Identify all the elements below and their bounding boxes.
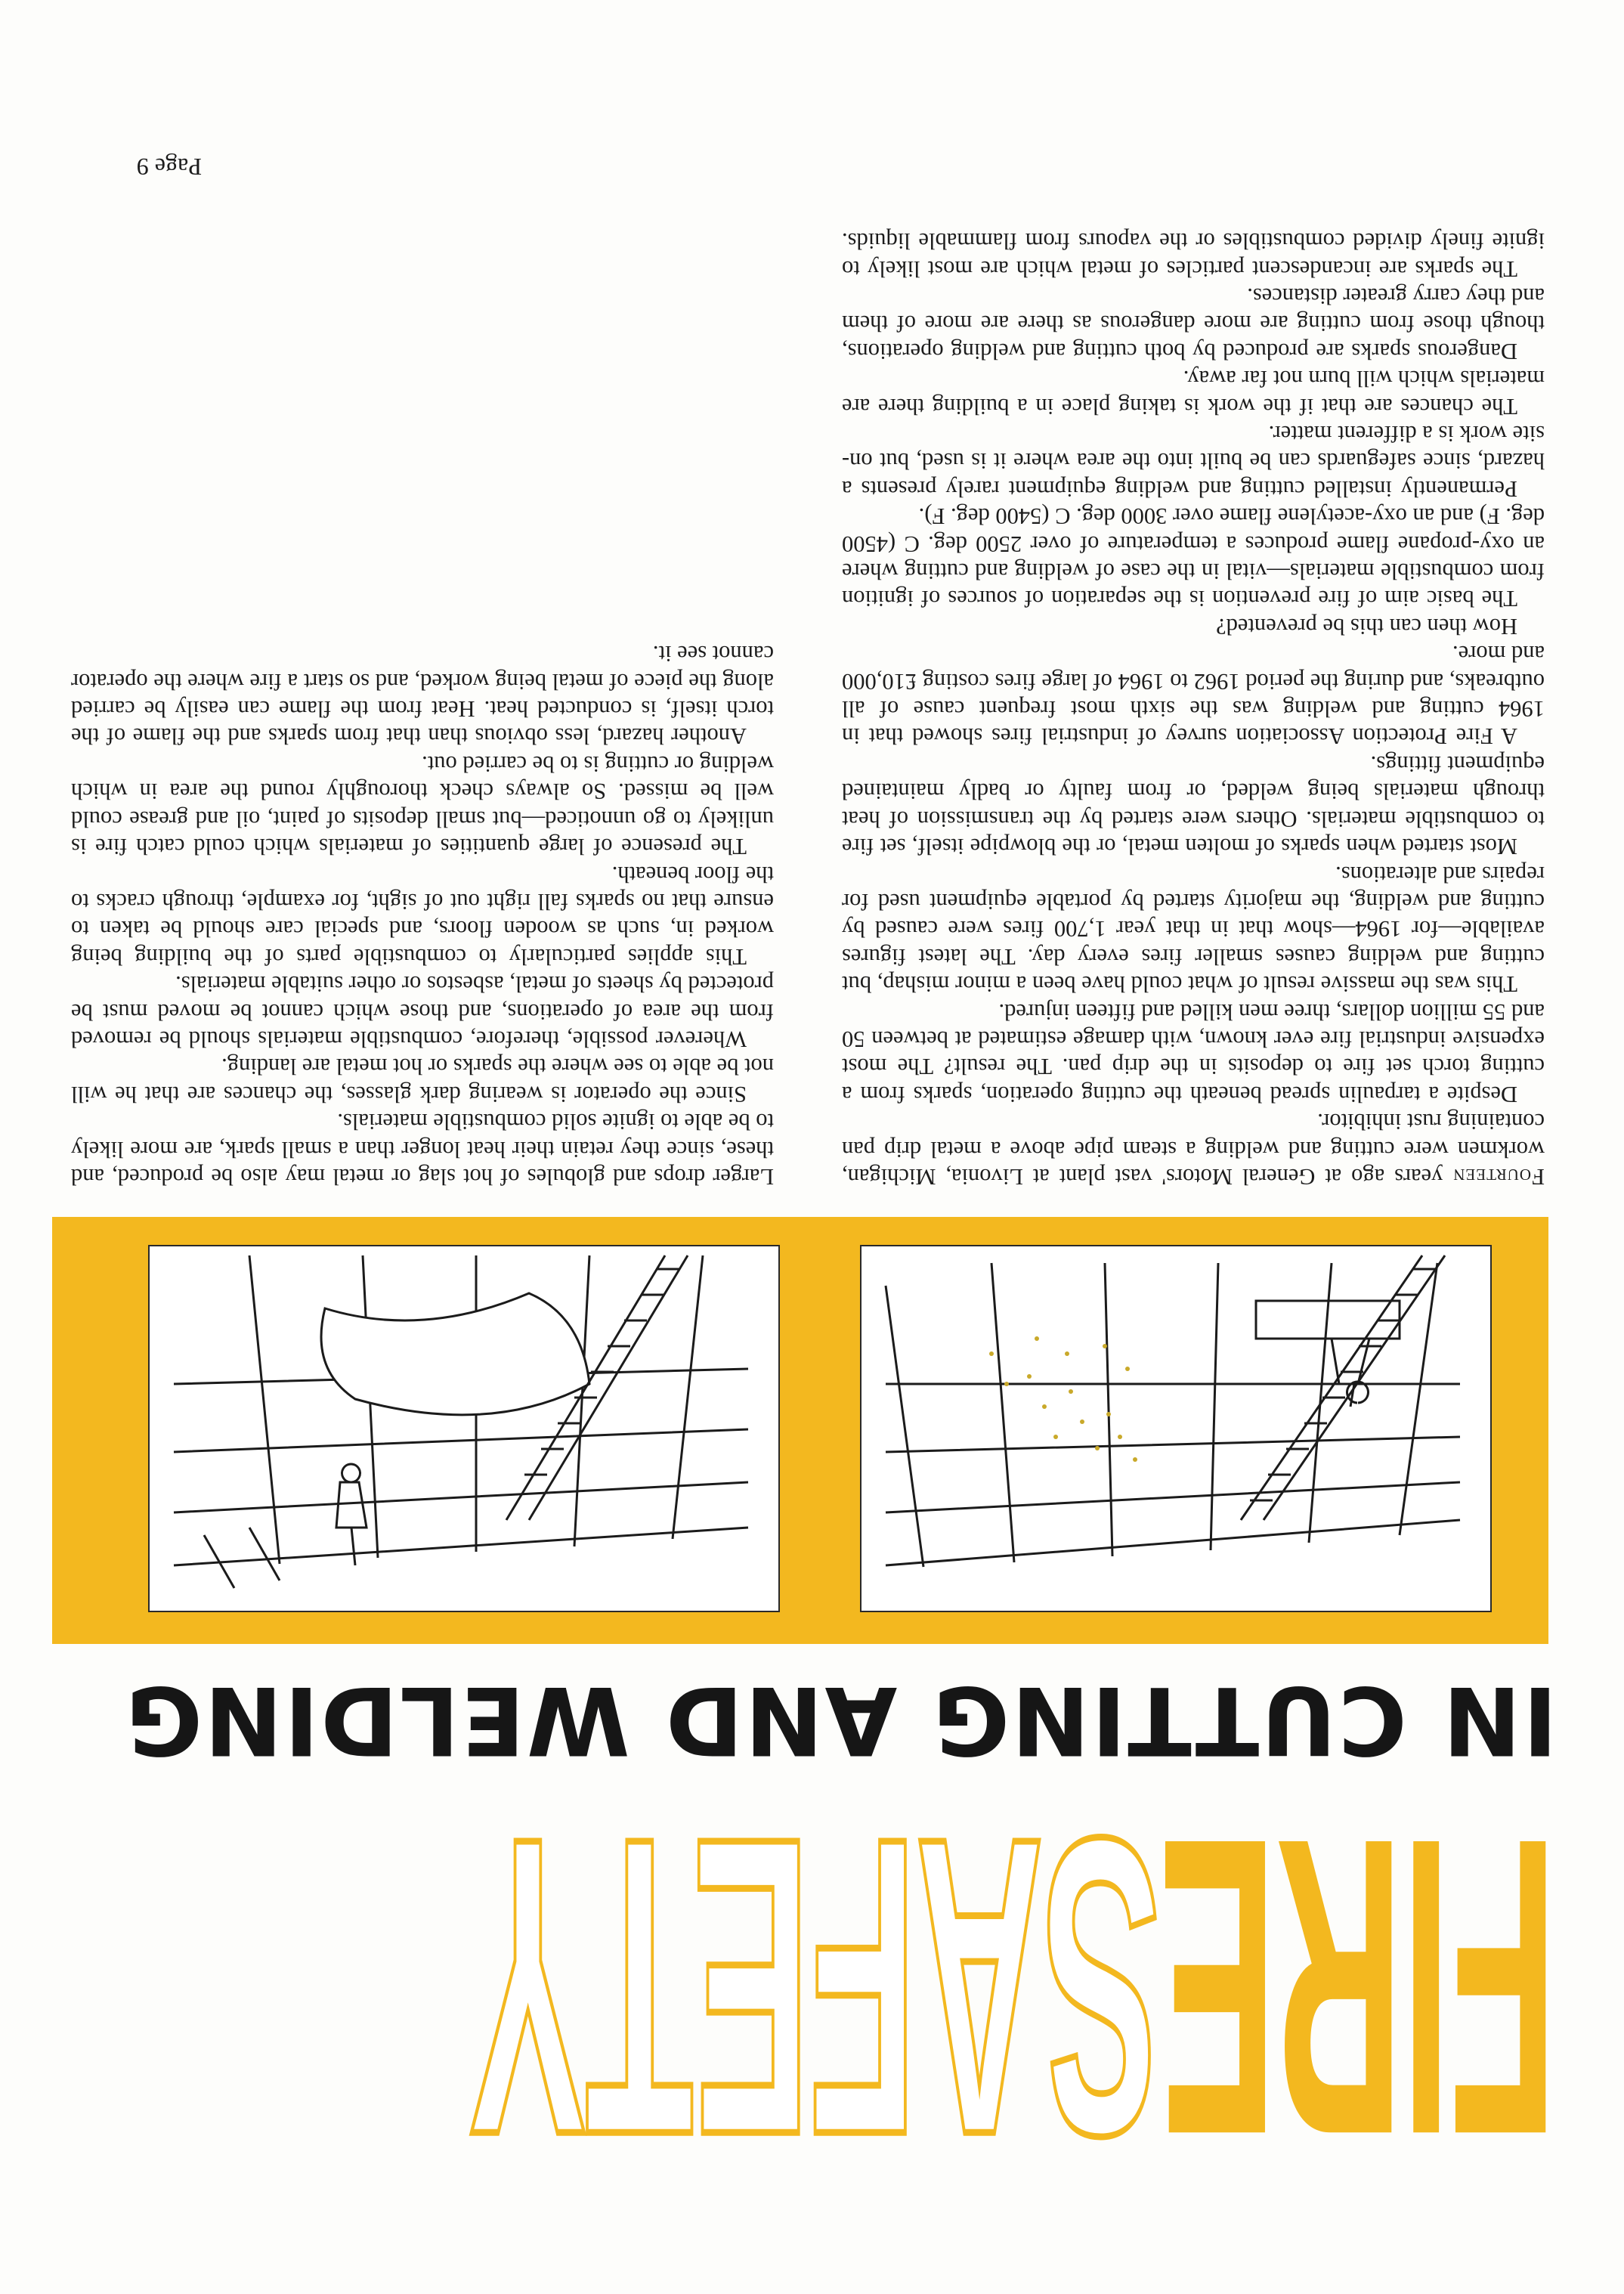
article-paragraph: The basic aim of fire prevention is the separation of sources of ignition from combustible materials—vital in the case of welding and cutting where an oxy-propane flame produces a temperature of over 2500 deg. C (4500 deg. F) and an oxy-acetylene flame over 3000 deg. C (5400 deg. F). <box>842 503 1545 612</box>
article-paragraph: The presence of large quantities of materials which could catch fire is unlikely to go unnoticed—but small deposits of paint, oil and grease could well be missed. So always check thoroughly round the area in which welding or cutting is to be carried out. <box>71 751 774 860</box>
headline-word-safety: SAFETY <box>470 1751 1161 2224</box>
headline-subtitle: IN CUTTING AND WELDING <box>124 1665 1557 1774</box>
illustration-banner <box>52 1217 1548 1644</box>
article-paragraph: Since the operator is wearing dark glasses, the chances are that he will not be able to see where the sparks or hot metal are landing. <box>71 1054 774 1107</box>
sparks-line-drawing <box>861 1246 1490 1611</box>
scaffold-welding-sparks-illustration <box>860 1245 1492 1612</box>
page-number: Page 9 <box>136 153 202 181</box>
article-paragraph: How then can this be prevented? <box>1216 613 1517 639</box>
tarpaulin-line-drawing <box>150 1246 778 1611</box>
article-paragraph-text: years ago at General Motors' vast plant at Livonia, Michigan, workmen were cutting and welding a steam pipe above a metal drip pan containing rust inhibitor. <box>841 1109 1545 1190</box>
article-paragraph: Dangerous sparks are produced by both cutting and welding operations, though those from cutting are more dangerous as there are more of them and they carry greater distances. <box>842 283 1545 364</box>
article-paragraph: Most started when sparks of molten metal, or the blowpipe itself, set fire to combustible materials. Others were started by the transmission of heat through materials being welded, or from faulty or badly maintained equipment fittings. <box>842 751 1545 860</box>
article-paragraph: Despite a tarpaulin spread beneath the cutting operation, sparks from a cutting torch set fire to deposits in the drip pan. The result? The most expensive industrial fire ever known, with damage estimated at between 50 and 55 million dollars, three men killed and fifteen injured. <box>842 998 1545 1107</box>
article-paragraph: This was the massive result of what could have been a minor mishap, but cutting and welding causes smaller fires every day. The latest figures available—for 1964—show that in that year 1,700 fires were caused by cutting and welding, the majority started by portable equipment used for repairs and alterations. <box>842 861 1545 998</box>
headline-fire-safety <box>470 1751 1557 2224</box>
article-lead-word: Fourteen <box>1452 1164 1545 1190</box>
article-paragraph: The chances are that if the work is taking place in a building there are materials which will burn not far away. <box>842 366 1545 419</box>
article-paragraph: This applies particularly to combustible parts of the building being worked in, such as wooden floors, and special care should be taken to ensure that no sparks fall right out of sight, for example, through cracks to the floor beneath. <box>71 861 774 970</box>
article-paragraph: Another hazard, less obvious than that from sparks and the flame of the torch itself, is conducted heat. Heat from the flame can easily be carried along the piece of metal being worked, and so start a fire where the operator cannot see it. <box>71 641 774 750</box>
headline-word-fire: FIRE <box>1160 1751 1557 2224</box>
article-paragraph: The sparks are incandescent particles of metal which are most likely to ignite finely divided combustibles or the vapours from flammable liquids. Larger drops and globules of hot slag or metal may also be produced, and these, since they retain their heat longer than a small spark, are more likely to be able to ignite solid combustible materials. <box>71 228 1545 1190</box>
article-body <box>71 200 1545 1190</box>
article-paragraph: A Fire Protection Association survey of industrial fires showed that in 1964 cutting and welding was the sixth most frequent cause of all outbreaks, and during the period 1962 to 1964 of large fires costing £10,000 and more. <box>842 641 1545 750</box>
scaffold-tarpaulin-illustration <box>148 1245 780 1612</box>
article-paragraph: Permanently installed cutting and welding equipment rarely presents a hazard, since safeguards can be built into the area where it is used, but on-site work is a different matter. <box>842 421 1545 502</box>
article-paragraph <box>842 1108 1545 1190</box>
article-paragraph: Wherever possible, therefore, combustible materials should be removed from the area of operations, and those which cannot be moved must be protected by sheets of metal, asbestos or other suitable materials. <box>71 971 774 1052</box>
